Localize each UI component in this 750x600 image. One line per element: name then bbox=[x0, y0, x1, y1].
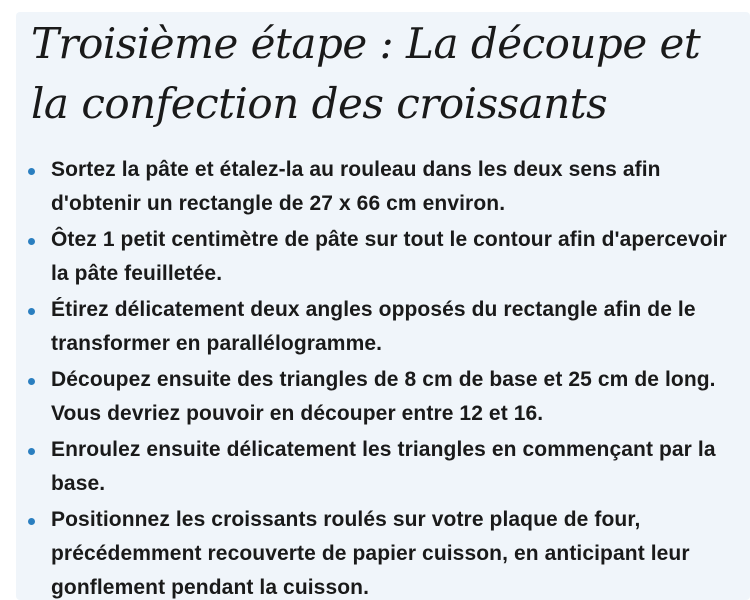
bullet-icon bbox=[28, 378, 35, 385]
list-item bbox=[16, 363, 750, 431]
list-item bbox=[16, 503, 750, 600]
list-item bbox=[16, 223, 750, 291]
list-item-text: Ôtez 1 petit centimètre de pâte sur tout le contour afin d'apercevoir la pâte feuilletée. bbox=[51, 228, 727, 285]
list-item-text: Enroulez ensuite délicatement les triangles en commençant par la base. bbox=[51, 438, 716, 495]
list-item bbox=[16, 433, 750, 501]
list-item-text: Étirez délicatement deux angles opposés du rectangle afin de le transformer en parallélogramme. bbox=[51, 298, 696, 355]
bullet-icon bbox=[28, 308, 35, 315]
list-item-text: Positionnez les croissants roulés sur votre plaque de four, précédemment recouverte de papier cuisson, en anticipant leur gonflement pendant la cuisson. bbox=[51, 508, 690, 599]
step-heading: Troisième étape : La découpe et la confection des croissants bbox=[31, 19, 701, 128]
bullet-icon bbox=[28, 168, 35, 175]
list-item-text: Découpez ensuite des triangles de 8 cm de base et 25 cm de long. Vous devriez pouvoir en découper entre 12 et 16. bbox=[51, 368, 716, 425]
list-item bbox=[16, 153, 750, 221]
bullet-icon bbox=[28, 448, 35, 455]
bullet-icon bbox=[28, 518, 35, 525]
list-item bbox=[16, 293, 750, 361]
recipe-card bbox=[16, 12, 750, 600]
bullet-icon bbox=[28, 238, 35, 245]
list-item-text: Sortez la pâte et étalez-la au rouleau dans les deux sens afin d'obtenir un rectangle de 27 x 66 cm environ. bbox=[51, 158, 661, 215]
instruction-list bbox=[16, 153, 750, 600]
